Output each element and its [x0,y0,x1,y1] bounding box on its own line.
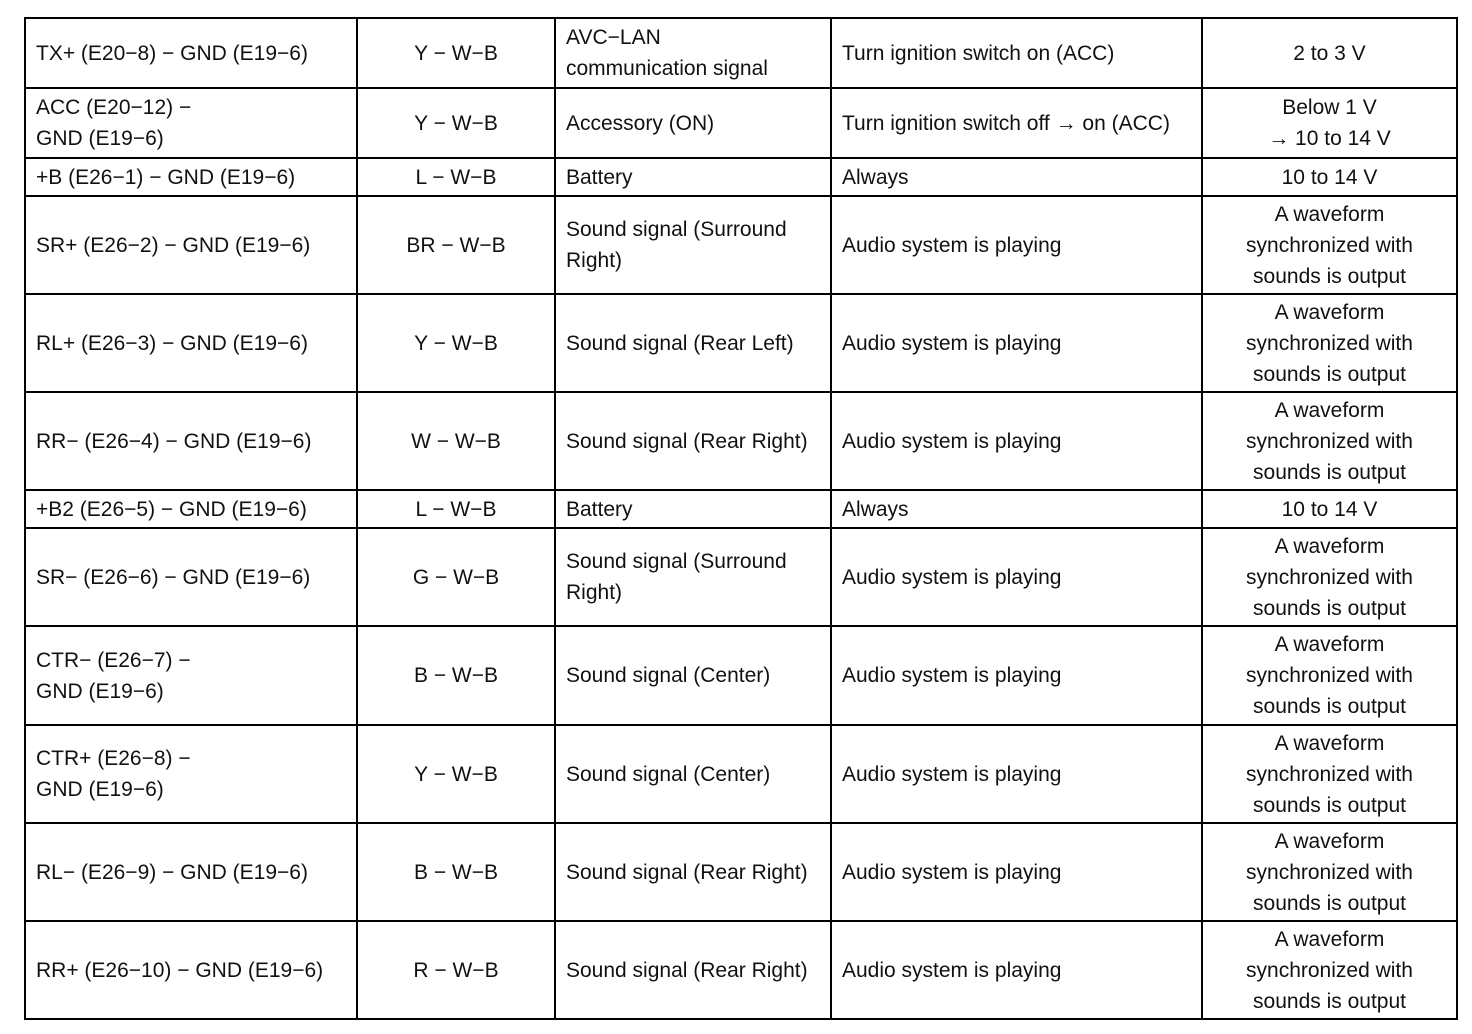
table-body [25,18,1457,1019]
terminal-description-cell [555,158,831,196]
wiring-color-cell: B − W−B [357,823,555,921]
terminal-cell-line: +B (E26−1) − GND (E19−6) [36,165,296,189]
specified-condition-cell-line: 10 to 14 V [1281,165,1378,189]
terminal-cell [25,921,357,1019]
condition-cell: Audio system is playing [831,294,1202,392]
specified-condition-cell [1202,88,1457,158]
wiring-color-cell: Y − W−B [357,88,555,158]
table-row [25,392,1457,490]
condition-cell: Always [831,490,1202,528]
specified-condition-cell [1202,823,1457,921]
terminal-description-cell [555,490,831,528]
table-row [25,823,1457,921]
terminal-description-cell [555,823,831,921]
specified-condition-cell [1202,490,1457,528]
specified-condition-cell-line: synchronized with [1246,565,1413,589]
terminal-cell [25,294,357,392]
terminal-cell [25,490,357,528]
terminal-cell-line: GND (E19−6) [36,127,164,150]
terminal-cell-line: ACC (E20−12) − [36,96,192,119]
specified-condition-cell-line: sounds is output [1253,362,1406,386]
specified-condition-cell [1202,626,1457,725]
specified-condition-cell [1202,294,1457,392]
terminal-cell [25,528,357,626]
condition-cell: Audio system is playing [831,725,1202,823]
terminal-description-cell [555,18,831,88]
specified-condition-cell-line: A waveform [1274,927,1385,951]
terminal-cell-line: CTR− (E26−7) − [36,648,191,672]
specified-condition-cell-line: A waveform [1274,633,1385,656]
table-row [25,490,1457,528]
condition-cell: Audio system is playing [831,392,1202,490]
specified-condition-cell-line: sounds is output [1253,264,1406,288]
terminal-description-cell-line: Battery [566,497,633,521]
specified-condition-cell-line: 2 to 3 V [1293,41,1366,65]
specified-condition-cell-line: sounds is output [1253,793,1406,817]
terminal-cell [25,725,357,823]
condition-cell: Audio system is playing [831,626,1202,725]
terminal-description-cell-line: Sound signal (Surround [566,218,787,241]
specified-condition-cell-line: synchronized with [1246,331,1413,355]
terminal-cell-line: CTR+ (E26−8) − [36,747,191,770]
terminal-description-cell-line: Sound signal (Rear Right) [566,860,808,884]
terminal-description-cell [555,626,831,725]
condition-cell: Turn ignition switch on (ACC) [831,18,1202,88]
table-row [25,725,1457,823]
table-row [25,294,1457,392]
terminal-description-cell [555,196,831,294]
condition-cell: Audio system is playing [831,823,1202,921]
specified-condition-cell-line: A waveform [1274,731,1385,755]
specified-condition-cell-line: sounds is output [1253,891,1406,915]
table-row [25,626,1457,725]
specified-condition-cell-line: synchronized with [1246,664,1413,687]
terminal-description-cell-line: Sound signal (Rear Left) [566,331,794,355]
specified-condition-cell-line: A waveform [1274,829,1385,853]
specified-condition-cell-line: A waveform [1274,202,1385,226]
table-row [25,196,1457,294]
terminal-cell [25,196,357,294]
terminal-description-cell [555,88,831,158]
terminal-description-cell-line: Battery [566,165,633,189]
terminal-cell [25,158,357,196]
specified-condition-cell [1202,528,1457,626]
wiring-color-cell: L − W−B [357,158,555,196]
terminal-description-cell [555,528,831,626]
table-row [25,921,1457,1019]
specified-condition-cell-line: synchronized with [1246,762,1413,786]
terminal-description-cell-line: Sound signal (Center) [566,664,771,687]
specified-condition-cell-line: A waveform [1274,534,1385,558]
terminal-cell-line: RR− (E26−4) − GND (E19−6) [36,429,312,453]
terminal-description-cell-line: Accessory (ON) [566,111,715,135]
specified-condition-cell-line: 10 to 14 V [1281,497,1378,521]
terminal-cell-line: RL− (E26−9) − GND (E19−6) [36,860,308,884]
wiring-color-cell: W − W−B [357,392,555,490]
specified-condition-cell-line: A waveform [1274,398,1385,422]
table-row [25,18,1457,88]
specified-condition-cell [1202,196,1457,294]
terminal-description-cell-line: Sound signal (Surround [566,550,787,573]
specified-condition-cell-line: sounds is output [1253,596,1406,620]
terminal-cell-line: GND (E19−6) [36,679,164,703]
terminal-description-cell-line: Sound signal (Rear Right) [566,429,808,453]
specified-condition-cell-line: sounds is output [1253,695,1406,718]
terminal-description-cell [555,392,831,490]
wiring-color-cell: L − W−B [357,490,555,528]
specified-condition-cell-line: sounds is output [1253,460,1406,484]
terminal-cell [25,823,357,921]
terminal-description-cell-line: Sound signal (Center) [566,762,771,786]
terminal-cell [25,626,357,725]
wiring-color-cell: G − W−B [357,528,555,626]
table-row [25,158,1457,196]
terminal-description-cell-line: communication signal [566,57,768,80]
terminal-cell-line: RR+ (E26−10) − GND (E19−6) [36,958,324,982]
terminal-cell [25,392,357,490]
terminal-cell-line: RL+ (E26−3) − GND (E19−6) [36,331,308,355]
wiring-color-cell: B − W−B [357,626,555,725]
specified-condition-cell-line: sounds is output [1253,989,1406,1013]
terminal-cell-line: SR− (E26−6) − GND (E19−6) [36,565,311,589]
wiring-color-cell: Y − W−B [357,18,555,88]
wiring-color-cell: Y − W−B [357,725,555,823]
terminal-description-cell-line: Right) [566,581,623,604]
condition-cell: Always [831,158,1202,196]
terminal-cell [25,18,357,88]
terminal-description-cell-line: Right) [566,249,623,272]
condition-cell: Audio system is playing [831,528,1202,626]
terminal-description-cell [555,294,831,392]
terminal-cell-line: SR+ (E26−2) − GND (E19−6) [36,233,311,257]
specified-condition-cell [1202,725,1457,823]
specified-condition-cell-line: → 10 to 14 V [1268,127,1391,150]
terminal-description-cell-line: Sound signal (Rear Right) [566,958,808,982]
terminal-description-cell-line: AVC−LAN [566,26,661,49]
specified-condition-cell [1202,921,1457,1019]
terminal-description-cell [555,921,831,1019]
terminal-description-cell [555,725,831,823]
terminal-cell-line: GND (E19−6) [36,778,164,801]
condition-cell: Turn ignition switch off → on (ACC) [831,88,1202,158]
condition-cell: Audio system is playing [831,921,1202,1019]
specified-condition-cell-line: synchronized with [1246,429,1413,453]
specified-condition-cell [1202,158,1457,196]
terminal-cell [25,88,357,158]
condition-cell: Audio system is playing [831,196,1202,294]
table-row [25,88,1457,158]
specified-condition-cell-line: synchronized with [1246,860,1413,884]
wiring-color-cell: Y − W−B [357,294,555,392]
specified-condition-cell [1202,18,1457,88]
wiring-color-cell: R − W−B [357,921,555,1019]
specified-condition-cell-line: synchronized with [1246,233,1413,257]
specified-condition-cell-line: A waveform [1274,300,1385,324]
table-row [25,528,1457,626]
terminal-spec-table [24,17,1458,1020]
specified-condition-cell-line: Below 1 V [1282,96,1377,119]
specified-condition-cell [1202,392,1457,490]
terminal-cell-line: TX+ (E20−8) − GND (E19−6) [36,41,308,65]
terminal-cell-line: +B2 (E26−5) − GND (E19−6) [36,497,307,521]
wiring-color-cell: BR − W−B [357,196,555,294]
specified-condition-cell-line: synchronized with [1246,958,1413,982]
